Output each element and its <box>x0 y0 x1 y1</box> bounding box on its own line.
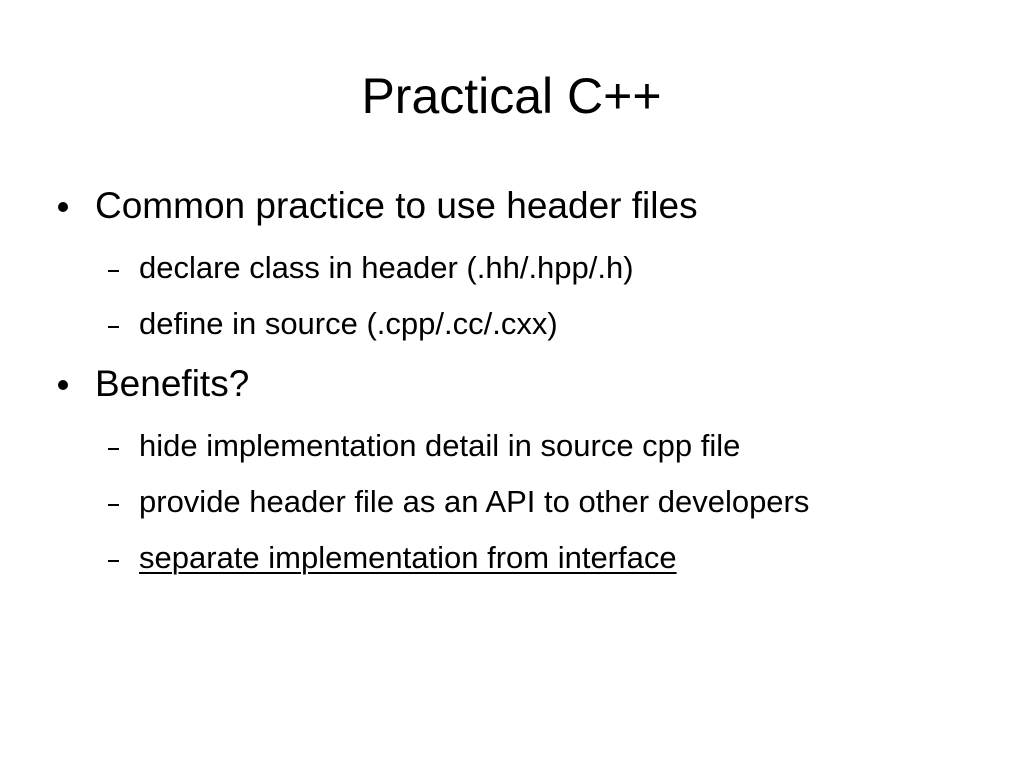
sub-bullet-item <box>106 483 809 521</box>
dash-icon <box>108 270 119 272</box>
sub-bullet-text: hide implementation detail in source cpp file <box>139 428 741 463</box>
slide-title: Practical C++ <box>361 68 662 124</box>
dash-icon <box>108 326 119 328</box>
bullet-item <box>58 362 249 406</box>
sub-bullet-item <box>106 249 634 287</box>
bullet-text: Benefits? <box>95 363 250 404</box>
bullet-dot-icon <box>58 380 68 390</box>
sub-bullet-item <box>106 539 677 577</box>
dash-icon <box>108 504 119 506</box>
dash-icon <box>108 560 119 562</box>
bullet-dot-icon <box>58 202 68 212</box>
bullet-item <box>58 184 698 228</box>
sub-bullet-text: provide header file as an API to other developers <box>139 484 810 519</box>
sub-bullet-text: define in source (.cpp/.cc/.cxx) <box>139 306 558 341</box>
sub-bullet-item <box>106 305 558 343</box>
sub-bullet-text: separate implementation from interface <box>139 540 677 575</box>
sub-bullet-text: declare class in header (.hh/.hpp/.h) <box>139 250 634 285</box>
bullet-text: Common practice to use header files <box>95 185 698 226</box>
sub-bullet-item <box>106 427 740 465</box>
dash-icon <box>108 448 119 450</box>
